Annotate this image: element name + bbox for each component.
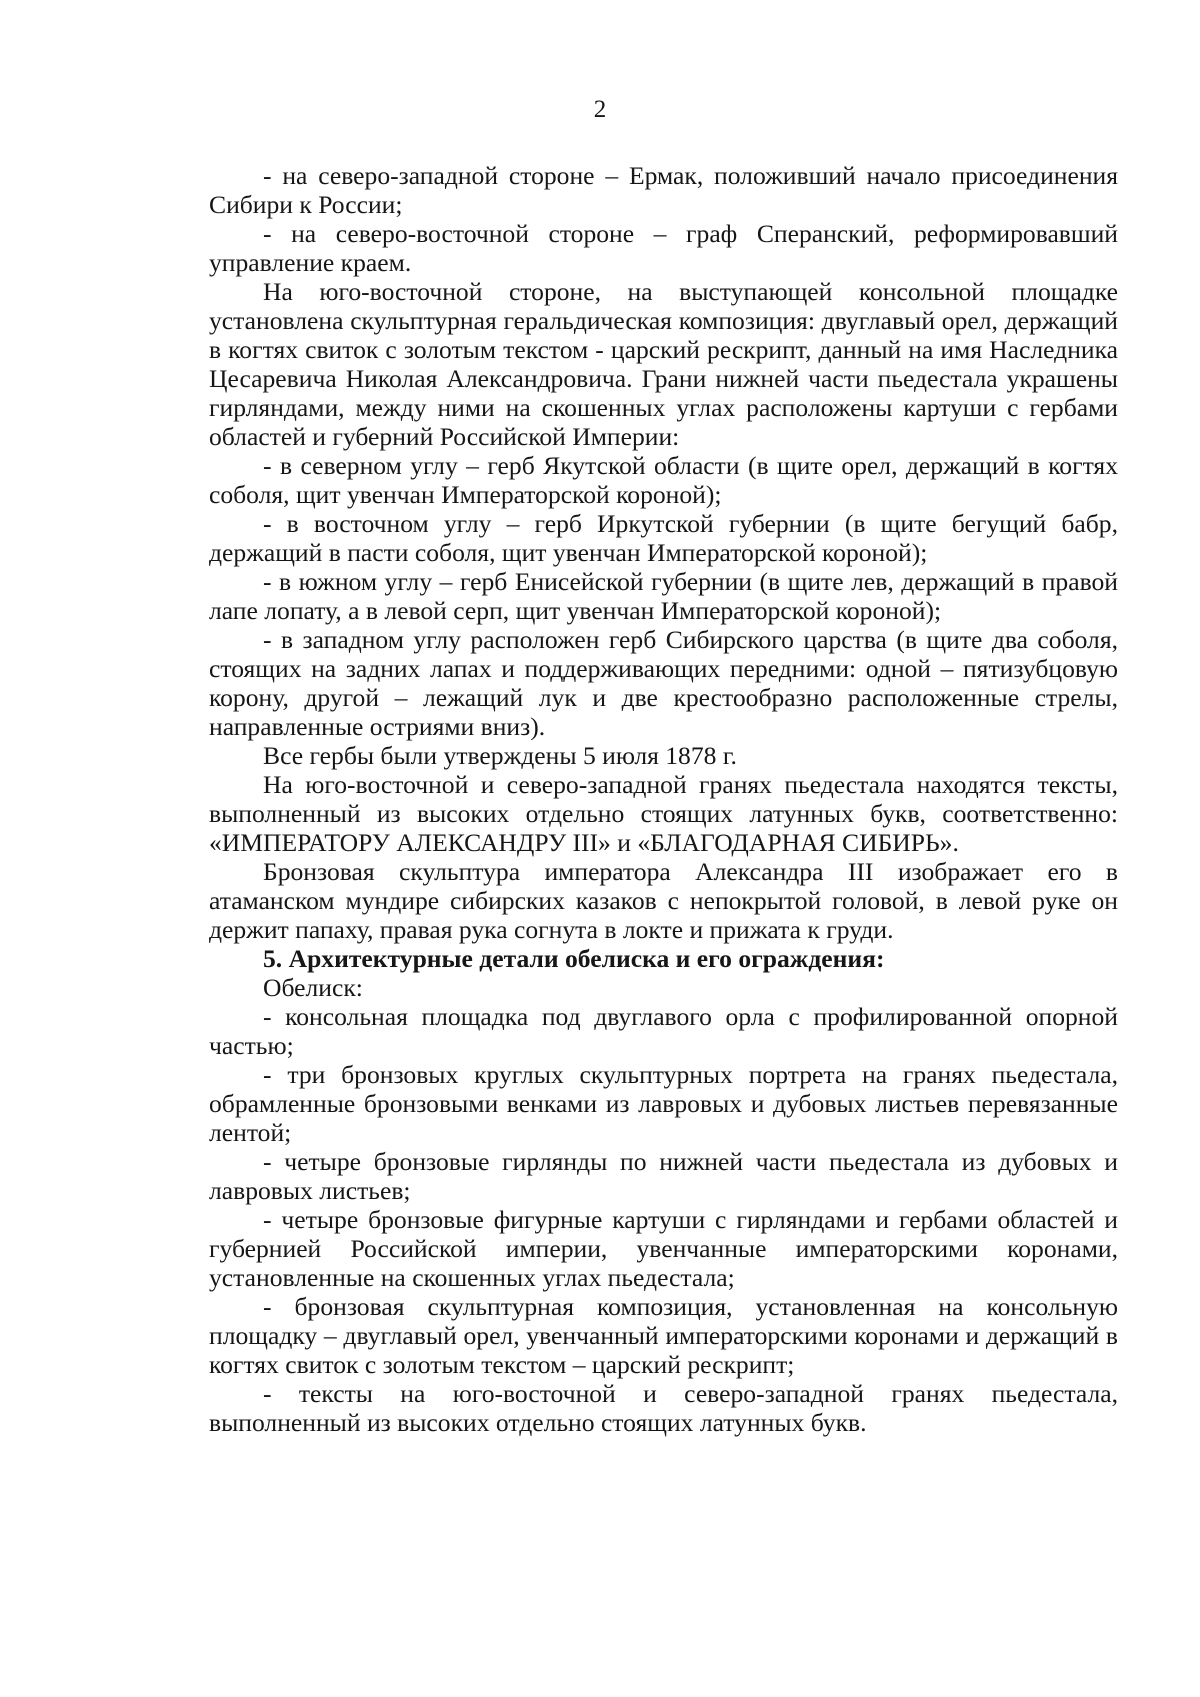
paragraph-irkutsk-coat: - в восточном углу – герб Иркутской губернии (в щите бегущий бабр, держащий в пасти соболя, щит увенчан Императорской короной); [209,509,1118,567]
list-item-portraits: - три бронзовых круглых скульптурных портрета на гранях пьедестала, обрамленные бронзовыми венками из лавровых и дубовых листьев перевязанные лентой; [209,1060,1118,1147]
paragraph-ermak: - на северо-западной стороне – Ермак, положивший начало присоединения Сибири к России; [209,161,1118,219]
paragraph-brass-texts: На юго-восточной и северо-западной гранях пьедестала находятся тексты, выполненный из высоких отдельно стоящих латунных букв, соответственно: «ИМПЕРАТОРУ АЛЕКСАНДРУ III» и «БЛАГОДАРНАЯ СИБИРЬ». [209,770,1118,857]
paragraph-speransky: - на северо-восточной стороне – граф Сперанский, реформировавший управление краем. [209,219,1118,277]
paragraph-heraldic-composition: На юго-восточной стороне, на выступающей консольной площадке установлена скульптурная геральдическая композиция: двуглавый орел, держащий в когтях свиток с золотым текстом - царский рескрипт, данный на имя Наследника Цесаревича Николая Александровича. Грани нижней части пьедестала украшены гирляндами, между ними на скошенных углах расположены картуши с гербами областей и губерний Российской Империи: [209,277,1118,451]
paragraph-yakutsk-coat: - в северном углу – герб Якутской области (в щите орел, держащий в когтях соболя, щит увенчан Императорской короной); [209,451,1118,509]
page-number: 2 [593,96,607,123]
paragraph-bronze-sculpture: Бронзовая скульптура императора Александра III изображает его в атаманском мундире сибирских казаков с непокрытой головой, в левой руке он держит папаху, правая рука согнута в локте и прижата к груди. [209,857,1118,944]
list-item-eagle-composition: - бронзовая скульптурная композиция, установленная на консольную площадку – двуглавый орел, увенчанный императорскими коронами и держащий в когтях свиток с золотым текстом – царский рескрипт; [209,1292,1118,1379]
section-heading: 5. Архитектурные детали обелиска и его ограждения: [263,944,885,973]
paragraph-obelisk-label: Обелиск: [263,973,363,1002]
paragraph-siberia-coat: - в западном углу расположен герб Сибирского царства (в щите два соболя, стоящих на задних лапах и поддерживающих передними: одной – пятизубцовую корону, другой – лежащий лук и две крестообразно расположенные стрелы, направленные остриями вниз). [209,625,1118,741]
list-item-texts: - тексты на юго-восточной и северо-западной гранях пьедестала, выполненный из высоких отдельно стоящих латунных букв. [209,1379,1118,1437]
document-body [209,161,1118,1437]
list-item-garlands: - четыре бронзовые гирлянды по нижней части пьедестала из дубовых и лавровых листьев; [209,1147,1118,1205]
list-item-console-platform: - консольная площадка под двуглавого орла с профилированной опорной частью; [209,1002,1118,1060]
paragraph-approval-date: Все гербы были утверждены 5 июля 1878 г. [263,741,737,770]
paragraph-yenisei-coat: - в южном углу – герб Енисейской губернии (в щите лев, держащий в правой лапе лопату, а в левой серп, щит увенчан Императорской короной); [209,567,1118,625]
list-item-cartouches: - четыре бронзовые фигурные картуши с гирляндами и гербами областей и губернией Российской империи, увенчанные императорскими коронами, установленные на скошенных углах пьедестала; [209,1205,1118,1292]
